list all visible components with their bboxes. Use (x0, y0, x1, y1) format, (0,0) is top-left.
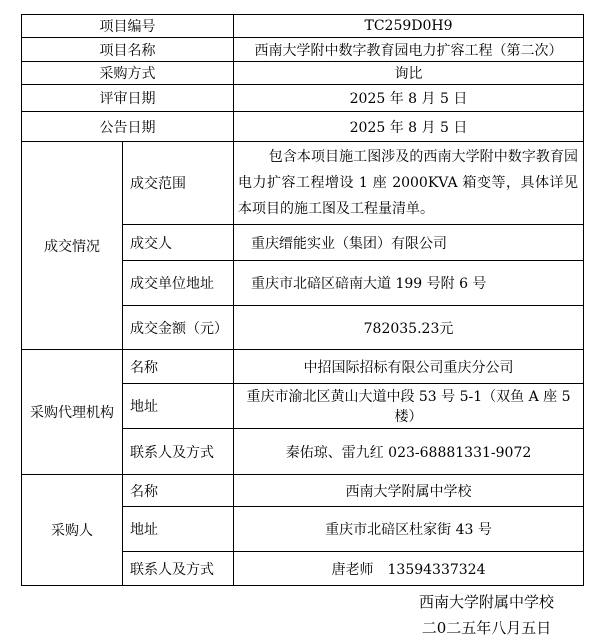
table-row (22, 112, 584, 142)
award-scope-label: 成交范围 (123, 142, 234, 225)
award-result-table (21, 14, 584, 586)
agency-name-label: 名称 (123, 350, 234, 384)
procurement-method-label: 采购方式 (22, 62, 234, 85)
agency-address-label: 地址 (123, 384, 234, 429)
awardee-address-value: 重庆市北碚区碚南大道 199 号附 6 号 (234, 261, 584, 306)
purchaser-name-value: 西南大学附属中学校 (234, 475, 584, 507)
award-amount-label: 成交金额（元） (123, 306, 234, 350)
award-scope-value (234, 142, 584, 225)
agency-name-value: 中招国际招标有限公司重庆分公司 (234, 350, 584, 384)
awardee-label: 成交人 (123, 225, 234, 261)
awardee-value: 重庆缙能实业（集团）有限公司 (234, 225, 584, 261)
award-scope-paragraph: 包含本项目施工图涉及的西南大学附中数字教育园电力扩容工程增设 1 座 2000KVA 箱变等，具体详见本项目的施工图及工程量清单。 (238, 149, 578, 217)
project-number-value: TC259D0H9 (234, 15, 584, 38)
awardee-address-label: 成交单位地址 (123, 261, 234, 306)
signature-org: 西南大学附属中学校 (418, 593, 554, 611)
table-row (22, 62, 584, 85)
table-row (22, 142, 584, 225)
section-title-award-info: 成交情况 (22, 142, 123, 350)
announcement-date-value: 2025 年 8 月 5 日 (234, 112, 584, 142)
announcement-date-label: 公告日期 (22, 112, 234, 142)
project-number-label: 项目编号 (22, 15, 234, 38)
project-name-label: 项目名称 (22, 38, 234, 62)
table-row (22, 475, 584, 507)
purchaser-contact-label: 联系人及方式 (123, 552, 234, 586)
agency-contact-label: 联系人及方式 (123, 429, 234, 475)
signature-block (419, 589, 554, 641)
section-title-agency: 采购代理机构 (22, 350, 123, 475)
table-row (22, 38, 584, 62)
agency-contact-value: 秦佑琼、雷九红 023-68881331-9072 (234, 429, 584, 475)
purchaser-name-label: 名称 (123, 475, 234, 507)
award-amount-value: 782035.23元 (234, 306, 584, 350)
table-row (22, 15, 584, 38)
purchaser-address-label: 地址 (123, 507, 234, 552)
review-date-label: 评审日期 (22, 85, 234, 112)
agency-address-value: 重庆市渝北区黄山大道中段 53 号 5-1（双鱼 A 座 5 楼） (234, 384, 584, 429)
project-name-value: 西南大学附中数字教育园电力扩容工程（第二次） (234, 38, 584, 62)
procurement-method-value: 询比 (234, 62, 584, 85)
signature-date: 二0二五年八月五日 (421, 619, 552, 637)
purchaser-address-value: 重庆市北碚区杜家街 43 号 (234, 507, 584, 552)
purchaser-contact-value: 唐老师 13594337324 (234, 552, 584, 586)
table-row (22, 350, 584, 384)
review-date-value: 2025 年 8 月 5 日 (234, 85, 584, 112)
section-title-purchaser: 采购人 (22, 475, 123, 586)
table-row (22, 85, 584, 112)
